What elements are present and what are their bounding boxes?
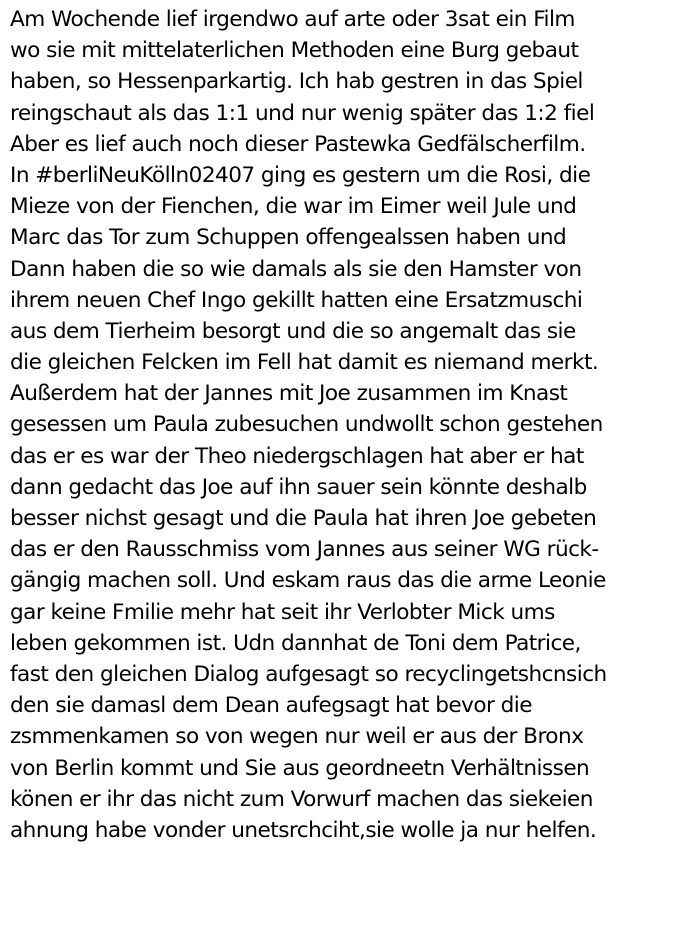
text-line: dann gedacht das Joe auf ihn sauer sein könnte deshalb bbox=[10, 474, 587, 500]
text-line: leben gekommen ist. Udn dannhat de Toni dem Patrice, bbox=[10, 630, 581, 656]
text-line: besser nichst gesagt und die Paula hat ihren Joe gebeten bbox=[10, 506, 597, 531]
text-line: Außerdem hat der Jannes mit Joe zusammen im Knast bbox=[10, 381, 568, 407]
text-line: Dann haben die so wie damals als sie den Hamster von bbox=[10, 256, 582, 282]
text-line: haben, so Hessenparkartig. Ich hab gestren in das Spiel bbox=[10, 69, 583, 95]
text-line: zsmmenkamen so von wegen nur weil er aus der Bronx bbox=[10, 724, 584, 750]
text-line: das er es war der Theo niedergschlagen hat aber er hat bbox=[10, 443, 584, 469]
text-line: Aber es lief auch noch dieser Pastewka Gedfälscherfilm. bbox=[10, 131, 586, 157]
text-line: aus dem Tierheim besorgt und die so angemalt das sie bbox=[10, 318, 576, 344]
text-line: ihrem neuen Chef Ingo gekillt hatten eine Ersatzmuschi bbox=[10, 287, 583, 313]
text-line: das er den Rausschmiss vom Jannes aus seiner WG rück- bbox=[10, 537, 599, 563]
text-line: gängig machen soll. Und eskam raus das die arme Leonie bbox=[10, 568, 606, 594]
text-line: Mieze von der Fienchen, die war im Eimer weil Jule und bbox=[10, 194, 577, 220]
text-line: gesessen um Paula zubesuchen undwollt schon gestehen bbox=[10, 412, 603, 438]
text-line: reingschaut als das 1:1 und nur wenig später das 1:2 fiel bbox=[10, 100, 595, 126]
text-line: den sie damasl dem Dean aufegsagt hat bevor die bbox=[10, 693, 532, 719]
text-line: wo sie mit mittelaterlichen Methoden eine Burg gebaut bbox=[10, 38, 579, 64]
text-line: Marc das Tor zum Schuppen offengealssen haben und bbox=[10, 225, 567, 251]
text-line: könen er ihr das nicht zum Vorwurf machen das siekeien bbox=[10, 786, 593, 812]
text-line: fast den gleichen Dialog aufgesagt so recyclingetshcnsich bbox=[10, 661, 607, 687]
text-line: Am Wochende lief irgendwo auf arte oder 3sat ein Film bbox=[10, 7, 575, 32]
text-line: ahnung habe vonder unetsrchciht,sie wolle ja nur helfen. bbox=[10, 817, 597, 843]
document-body bbox=[10, 4, 680, 846]
text-line: die gleichen Felcken im Fell hat damit es niemand merkt. bbox=[10, 350, 599, 376]
text-line: gar keine Fmilie mehr hat seit ihr Verlobter Mick ums bbox=[10, 599, 555, 625]
text-line: In #berliNeuKölln02407 ging es gestern um die Rosi, die bbox=[10, 162, 591, 188]
text-line: von Berlin kommt und Sie aus geordneetn Verhältnissen bbox=[10, 755, 590, 781]
